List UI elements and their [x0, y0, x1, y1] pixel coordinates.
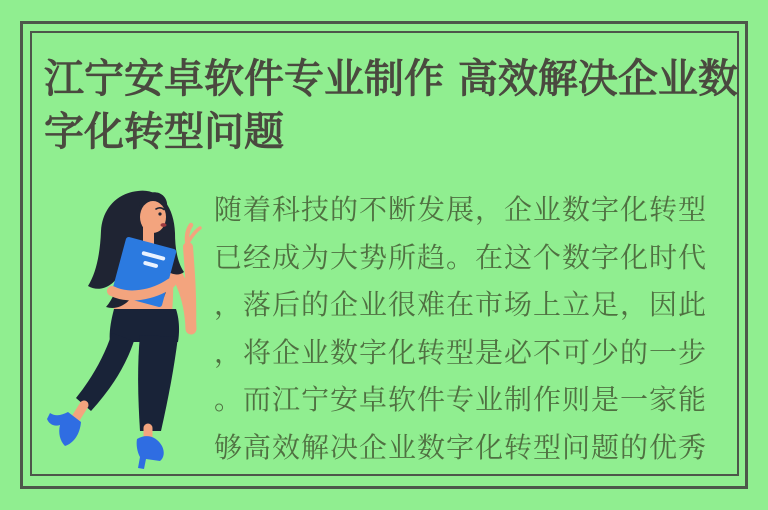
- body-line: ，落后的企业很难在市场上立足，因此: [214, 288, 708, 322]
- lips-shape: [161, 223, 167, 227]
- page-title: [44, 52, 744, 158]
- pants-shape: [76, 309, 179, 431]
- body-line: ，将企业数字化转型是必不可少的一步: [214, 335, 708, 369]
- article-body: [214, 186, 754, 472]
- ankles-shape: [74, 405, 148, 441]
- body-line: 。而江宁安卓软件专业制作则是一家能: [214, 383, 708, 417]
- eye-shape: [158, 212, 161, 215]
- woman-illustration: [40, 183, 205, 471]
- body-line: 随着科技的不断发展，企业数字化转型: [214, 193, 708, 226]
- title-line-2: 字化转型问题: [44, 108, 284, 155]
- face-shape: [140, 201, 166, 233]
- body-line: 够高效解决企业数字化转型问题的优秀: [214, 430, 708, 464]
- body-line: 已经成为大势所趋。在这个数字化时代: [214, 240, 708, 274]
- title-line-1: 江宁安卓软件专业制作 高效解决企业数: [44, 55, 738, 102]
